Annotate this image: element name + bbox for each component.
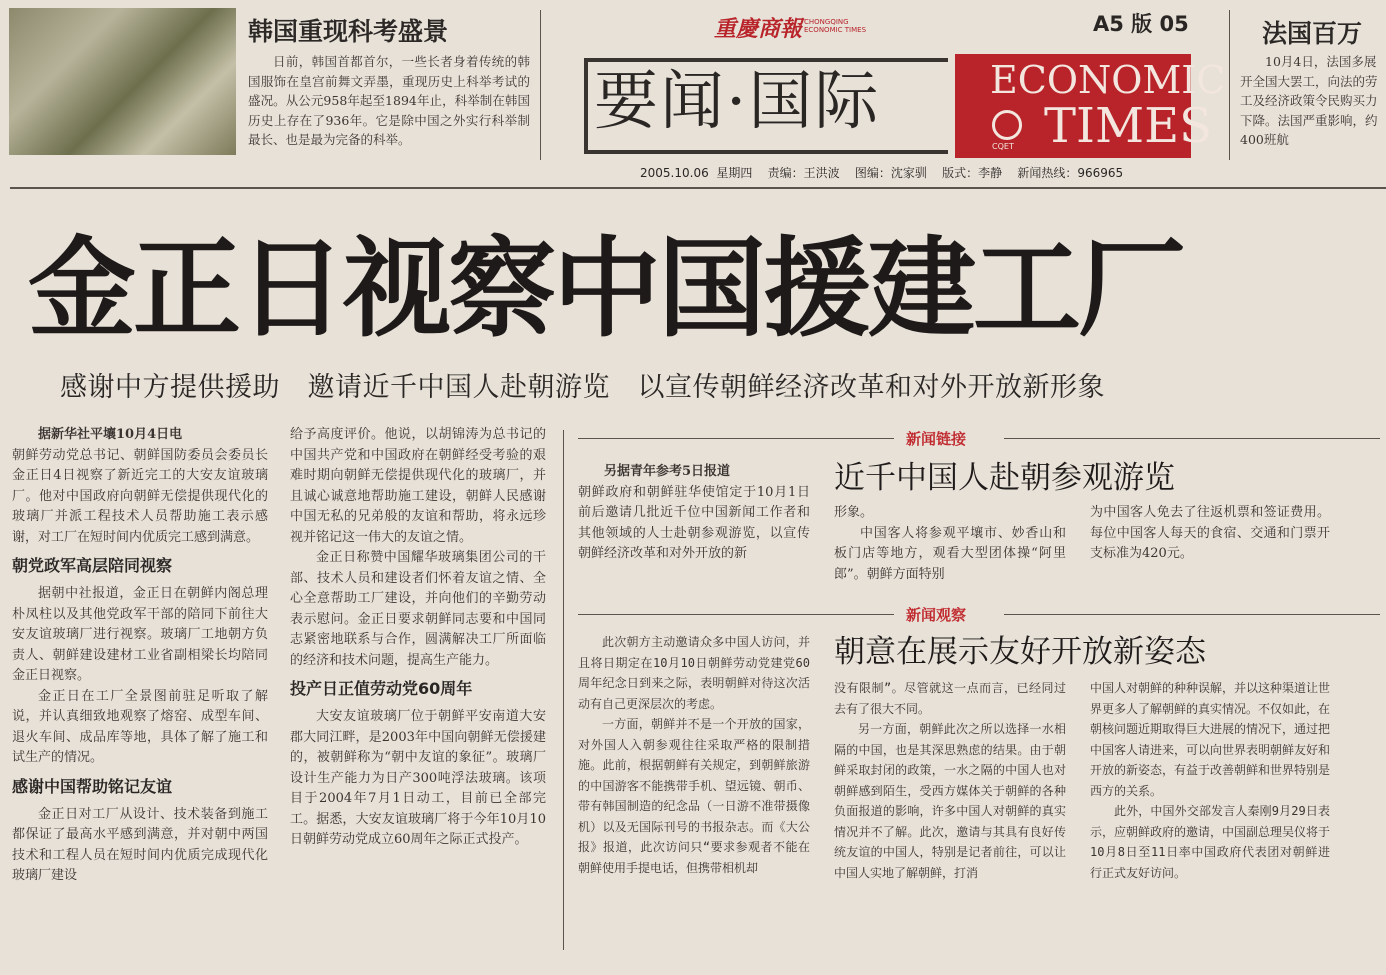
link-col-2 [834,503,1066,587]
brand-logo-icon [992,110,1022,140]
brand-line2: TIMES [1044,98,1213,154]
observe-tag: 新闻观察 [906,606,967,624]
main-col1-p2: 据朝中社报道，金正日在朝鲜内阁总理朴凤柱以及其他党政军干部的陪同下前往大安友谊玻璃厂进行视察。玻璃厂工地朝方负责人、朝鲜建设建材工业省副相梁长均陪同金正日视察。 [12,586,268,683]
link-col-1 [578,462,810,586]
paper-name: 重慶商報 [714,16,803,42]
observe-col3-p2: 此外，中国外交部发言人秦刚9月29日表示，应朝鲜政府的邀请，中国副总理吴仪将于10月8日至11日率中国政府代表团对朝鲜进行正式友好访问。 [1090,804,1330,880]
observe-col2-p1: 没有限制”。尽管就这一点而言，已经同过去有了很大不同。 [834,681,1066,716]
main-col2-p2: 金正日称赞中国耀华玻璃集团公司的干部、技术人员和建设者们怀着友谊之情、全心全意帮助工厂建设，并向他们的辛勤劳动表示慰问。金正日要求朝鲜同志要和中国同志紧密地联系与合作，圆满解决工厂所面临的经济和技术问题，提高生产能力。 [290,550,546,668]
main-col1-p3: 金正日在工厂全景图前驻足听取了解说，并认真细致地观察了熔窑、成型车间、退火车间、成品库等地，具体了解了施工和试生产的情况。 [12,688,268,765]
top-divider-right [1229,10,1230,160]
top-left-photo [9,8,236,155]
link-headline: 近千中国人赴朝参观游览 [834,460,1175,496]
main-col2-p1: 给予高度评价。他说，以胡锦涛为总书记的中国共产党和中国政府在朝鲜经受考验的艰难时期向朝鲜无偿提供现代化的玻璃厂，并且诚心诚意地帮助施工建设，朝鲜人民感谢中国无私的兄弟般的友谊和帮助，将永远珍视并铭记这一伟大的友谊之情。 [290,427,546,545]
main-col-1 [12,425,268,945]
section-title: 要闻·国际 [594,65,881,139]
masthead-rule [10,187,1386,189]
observe-col2-p2: 另一方面，朝鲜此次之所以选择一水相隔的中国，也是其深思熟虑的结果。由于朝鲜采取封闭的政策，一水之隔的中国人也对朝鲜感到陌生，受西方媒体关于朝鲜的各种负面报道的影响，许多中国人对朝鲜的真实情况并不了解。此次，邀请与其具有良好传统友谊的中国人，特别是记者前往，可以让中国人实地了解朝鲜，打消 [834,722,1066,880]
observe-rule-right [1004,614,1380,615]
main-col2-p3: 大安友谊玻璃厂位于朝鲜平安南道大安郡大同江畔，是2003年中国向朝鲜无偿援建的，被朝鲜称为“朝中友谊的象征”。玻璃厂设计生产能力为日产300吨浮法玻璃。该项目于2004年7月1日动工，目前已全部完工。据悉，大安友谊玻璃厂将于今年10月10日朝鲜劳动党成立60周年之际正式投产。 [290,709,546,847]
link-col1-p1: 朝鲜政府和朝鲜驻华使馆定于10月1日前后邀请几批近千位中国新闻工作者和其他领域的人士赴朝参观游览，以宣传朝鲜经济改革和对外开放的新 [578,484,810,561]
observe-col-2 [834,678,1066,946]
main-subhead-1: 朝党政军高层陪同视察 [12,556,173,575]
main-subhead-2: 感谢中国帮助铭记友谊 [12,776,173,796]
paper-name-small: CHONGQING ECONOMIC TIMES [804,18,867,34]
link-col2-p2: 中国客人将参观平壤市、妙香山和板门店等地方，观看大型团体操“阿里郎”。朝鲜方面特别 [834,525,1066,582]
link-rule-left [578,438,894,439]
top-left-headline: 韩国重现科考盛景 [248,17,449,46]
link-tag: 新闻链接 [906,430,967,448]
main-dateline: 据新华社平壤10月4日电 [38,427,183,442]
top-divider-left [540,10,541,160]
observe-col-1 [578,632,810,946]
main-subhead: 感谢中方提供援助 邀请近千中国人赴朝游览 以宣传朝鲜经济改革和对外开放新形象 [60,372,1105,403]
link-col2-p1: 形象。 [834,505,874,520]
observe-rule-left [578,614,894,615]
main-divider [563,430,564,950]
link-col3-p1: 为中国客人免去了往返机票和签证费用。每位中国客人每天的食宿、交通和门票开支标准为420元。 [1090,505,1330,561]
brand-line1: ECONOMIC [990,58,1226,102]
observe-col3-p1: 中国人对朝鲜的种种误解，并以这种渠道让世界更多人了解朝鲜的真实情况。不仅如此，在朝核问题近期取得巨大进展的情况下，通过把中国客人请进来，可以向世界表明朝鲜友好和开放的新姿态，有益于改善朝鲜和世界特别是西方的关系。 [1090,681,1330,798]
top-right-body: 10月4日，法国多展开全国大罢工，向法的劳工及经济政策令民购买力下降。法国严重影响，约400班航 [1240,54,1378,147]
top-right-headline: 法国百万 [1262,19,1363,48]
link-rule-right [1004,438,1380,439]
observe-col1-p2: 一方面，朝鲜并不是一个开放的国家，对外国人入朝参观往往采取严格的限制措施。此前，根据朝鲜有关规定，到朝鲜旅游的中国游客不能携带手机、望远镜、朝币、带有韩国制造的纪念品（一日游不准带摄像机）以及无国际刊号的书报杂志。而《大公报》报道，此次访问只“要求参观者不能在朝鲜使用手提电话，但携带相机却 [578,717,810,875]
top-left-body: 日前，韩国首都首尔，一些长者身着传统的韩国服饰在皇宫前舞文弄墨，重现历史上科举考试的盛况。从公元958年起至1894年止，科举制在韩国历史上存在了936年。它是除中国之外实行科举制最长、也是最为完备的科举。 [248,54,530,147]
observe-col-3 [1090,678,1330,946]
link-col-3 [1090,503,1330,587]
brand-small: CQET [992,142,1014,151]
masthead-info-line: 2005.10.06 星期四 责编：王洪波 图编：沈家驯 版式：李静 新闻热线：966965 [640,166,1124,180]
main-col-2 [290,425,546,945]
main-headline: 金正日视察中国援建工厂 [28,227,1184,352]
main-col1-p4: 金正日对工厂从设计、技术装备到施工都保证了最高水平感到满意，并对朝中两国技术和工程人员在短时间内优质完成现代化玻璃厂建设 [12,806,268,883]
main-col1-p1: 朝鲜劳动党总书记、朝鲜国防委员会委员长金正日4日视察了新近完工的大安友谊玻璃厂。他对中国政府向朝鲜无偿提供现代化的玻璃厂并派工程技术人员帮助施工表示感谢，对工厂在短时间内优质完工感到满意。 [12,447,268,545]
main-subhead-3: 投产日正值劳动党60周年 [290,679,473,698]
page-number: A5 版 05 [1093,12,1189,36]
observe-headline: 朝意在展示友好开放新姿态 [834,634,1206,670]
link-dateline: 另据青年参考5日报道 [604,464,731,479]
observe-col1-p1: 此次朝方主动邀请众多中国人访问，并且将日期定在10月10日朝鲜劳动党建党60周年纪念日到来之际，表明朝鲜对待这次活动有自己更深层次的考虑。 [578,635,810,711]
